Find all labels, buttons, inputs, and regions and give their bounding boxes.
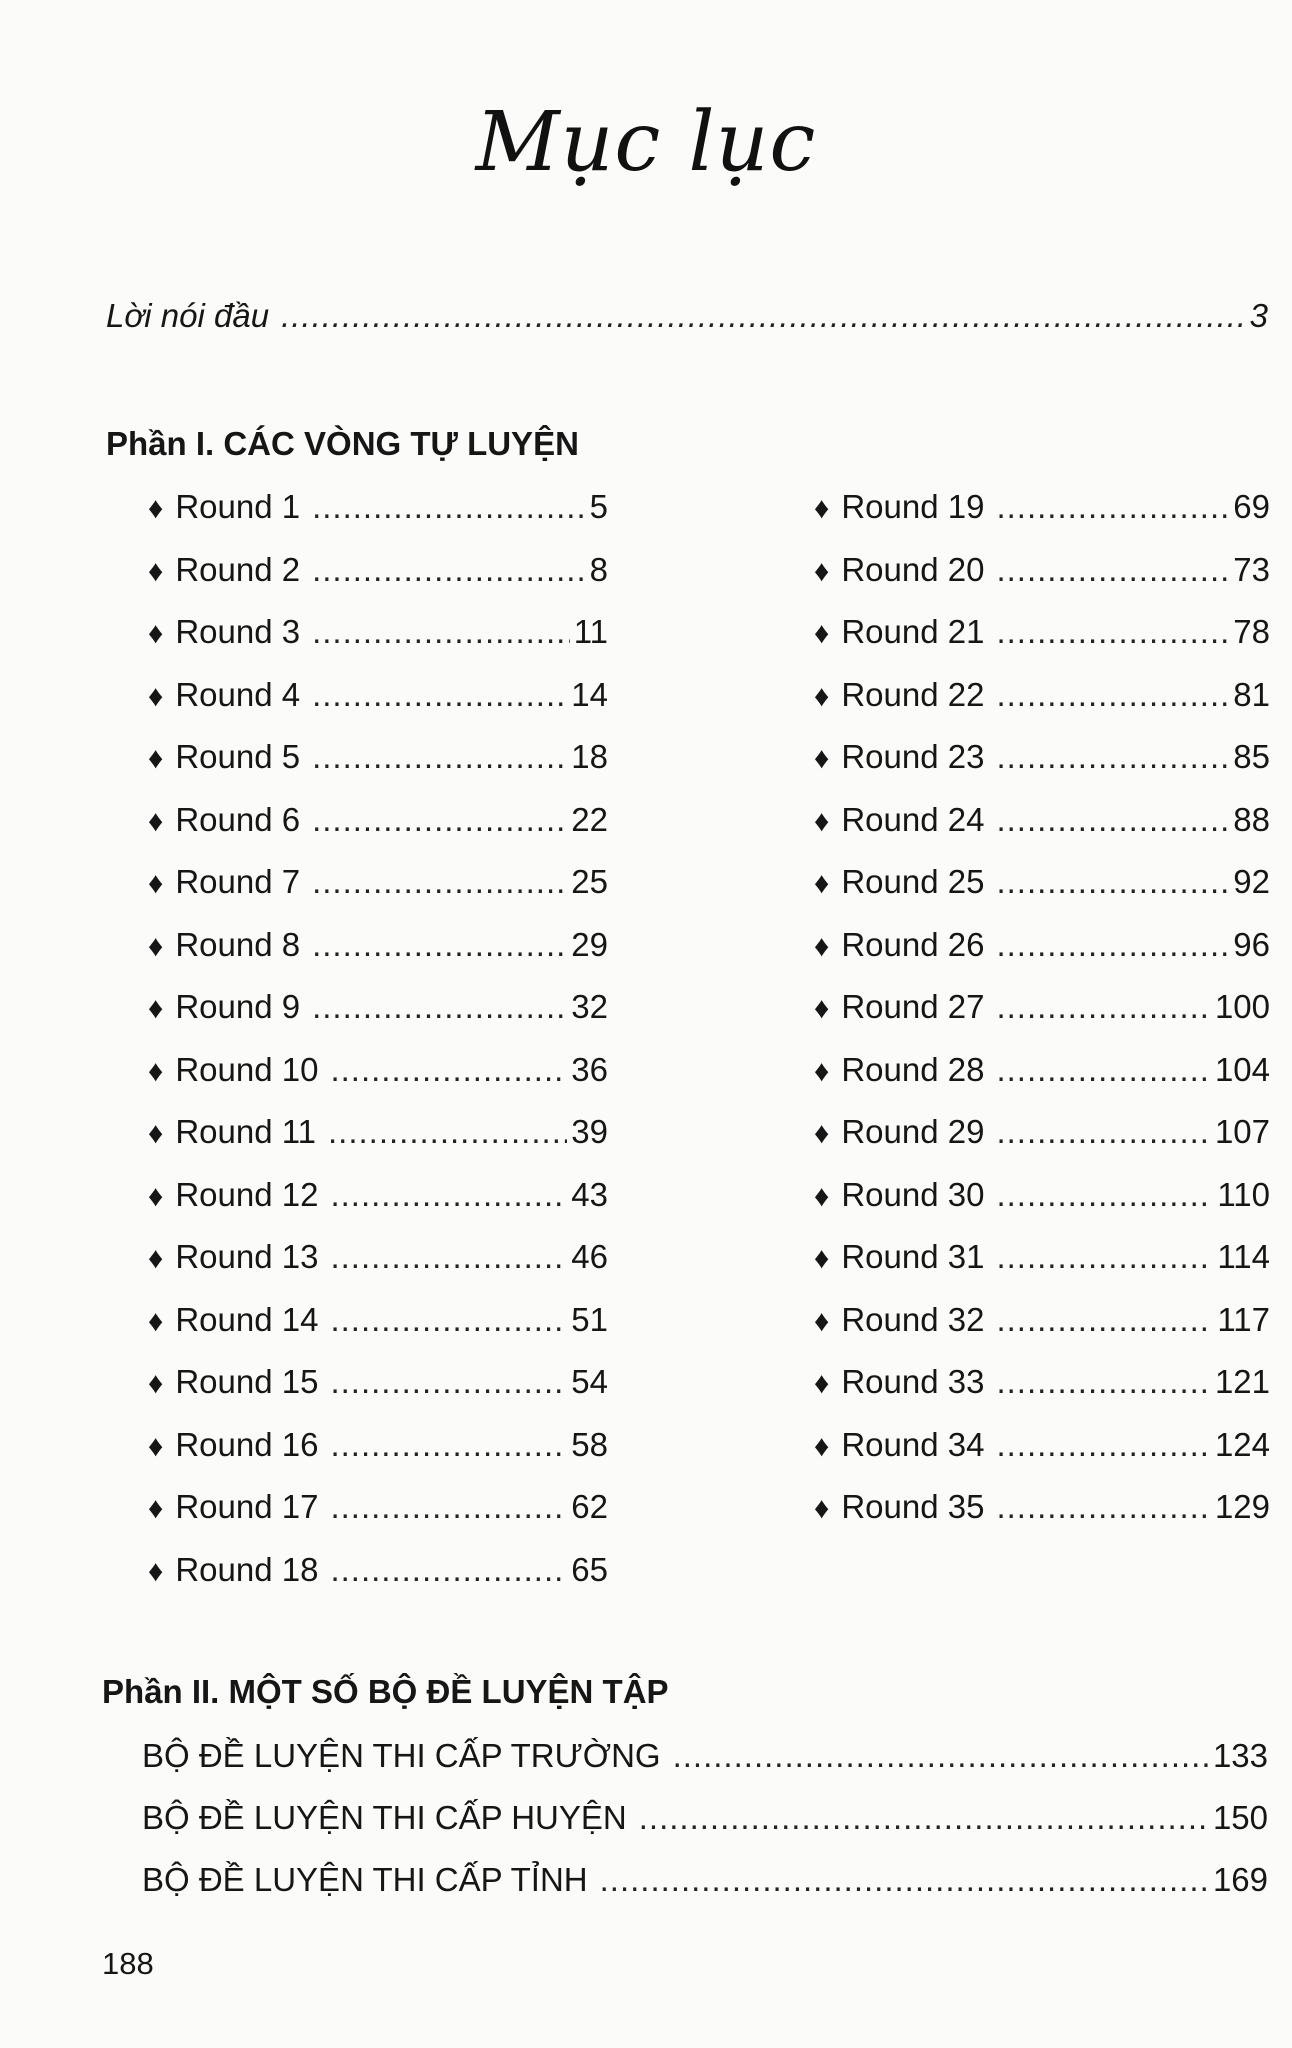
dot-leader	[996, 1050, 1211, 1090]
toc-entry-round[interactable]	[814, 487, 1270, 529]
section-heading-part1: Phần I. CÁC VÒNG TỰ LUYỆN	[106, 425, 579, 462]
diamond-bullet-icon: ♦	[814, 804, 830, 838]
toc-entry-page: 81	[1233, 675, 1270, 713]
toc-entry-page: 43	[571, 1175, 608, 1213]
toc-entry-page: 169	[1212, 1861, 1268, 1898]
toc-entry-page: 62	[571, 1488, 608, 1525]
toc-entry-label: BỘ ĐỀ LUYỆN THI CẤP TỈNH	[142, 1861, 588, 1898]
section-heading-part2: Phần II. MỘT SỐ BỘ ĐỀ LUYỆN TẬP	[102, 1673, 669, 1710]
toc-entry-label: Round 17	[175, 1488, 319, 1525]
toc-entry-page: 36	[571, 1050, 608, 1088]
toc-entry-round[interactable]	[148, 1550, 608, 1592]
toc-entry-page: 117	[1217, 1300, 1270, 1338]
dot-leader	[996, 675, 1229, 715]
toc-entry-page: 54	[571, 1363, 608, 1400]
diamond-bullet-icon: ♦	[814, 1367, 830, 1400]
toc-entry-round[interactable]	[148, 1175, 608, 1217]
toc-entry-label: Round 32	[841, 1300, 985, 1338]
toc-entry-round[interactable]	[814, 675, 1270, 717]
dot-leader	[996, 987, 1211, 1027]
toc-entry-practice-set[interactable]	[142, 1860, 1268, 1900]
toc-entry-page: 150	[1212, 1799, 1268, 1836]
dot-leader	[639, 1798, 1209, 1838]
toc-entry-label: Round 6	[175, 800, 301, 838]
toc-entry-page: 14	[571, 675, 608, 713]
toc-entry-page: 65	[571, 1550, 608, 1588]
toc-entry-label: Lời nói đầu	[106, 297, 270, 334]
toc-entry-label: Round 21	[841, 613, 985, 650]
toc-entry-page: 25	[571, 863, 608, 900]
diamond-bullet-icon: ♦	[814, 554, 830, 588]
toc-entry-label: Round 7	[175, 863, 301, 900]
dot-leader	[996, 737, 1229, 777]
toc-entry-round[interactable]	[814, 1112, 1270, 1154]
diamond-bullet-icon: ♦	[148, 1117, 164, 1150]
toc-entry-round[interactable]	[148, 550, 608, 592]
toc-entry-round[interactable]	[814, 1362, 1270, 1404]
toc-entry-page: 69	[1233, 488, 1270, 525]
diamond-bullet-icon: ♦	[148, 492, 164, 525]
toc-entry-label: BỘ ĐỀ LUYỆN THI CẤP HUYỆN	[142, 1799, 627, 1836]
toc-entry-round[interactable]	[814, 1425, 1270, 1467]
toc-entry-label: Round 28	[841, 1050, 985, 1088]
toc-entry-round[interactable]	[814, 987, 1270, 1029]
toc-entry-round[interactable]	[814, 1237, 1270, 1279]
dot-leader	[330, 1362, 567, 1402]
dot-leader	[312, 862, 567, 902]
page-number: 188	[102, 1946, 154, 1981]
dot-leader	[996, 862, 1229, 902]
diamond-bullet-icon: ♦	[148, 1492, 164, 1525]
dot-leader	[996, 487, 1229, 527]
toc-entry-page: 124	[1214, 1425, 1270, 1463]
dot-leader	[330, 1237, 567, 1277]
toc-entry-page: 8	[589, 550, 608, 588]
diamond-bullet-icon: ♦	[148, 929, 164, 963]
diamond-bullet-icon: ♦	[148, 742, 164, 775]
toc-entry-round[interactable]	[814, 800, 1270, 842]
toc-entry-page: 73	[1233, 550, 1270, 588]
toc-entry-practice-set[interactable]	[142, 1798, 1268, 1838]
toc-entry-label: Round 9	[175, 988, 301, 1025]
toc-entry-label: Round 34	[841, 1425, 985, 1463]
toc-entry-round[interactable]	[814, 550, 1270, 592]
toc-entry-round[interactable]	[814, 612, 1270, 654]
toc-entry-round[interactable]	[814, 737, 1270, 779]
toc-entry-page: 51	[571, 1300, 608, 1338]
diamond-bullet-icon: ♦	[814, 992, 830, 1025]
toc-entry-label: Round 1	[175, 488, 301, 525]
toc-entry-round[interactable]	[814, 1300, 1270, 1342]
dot-leader	[996, 1112, 1211, 1152]
toc-entry-round[interactable]	[148, 1112, 608, 1154]
toc-entry-round[interactable]	[814, 1487, 1270, 1529]
toc-entry-label: Round 16	[175, 1425, 319, 1463]
toc-entry-page: 39	[571, 1113, 608, 1150]
toc-entry-label: Round 25	[841, 863, 985, 900]
dot-leader	[312, 550, 586, 590]
dot-leader	[996, 1487, 1211, 1527]
diamond-bullet-icon: ♦	[148, 1179, 164, 1213]
toc-entry-page: 107	[1214, 1113, 1270, 1150]
toc-entry-label: Round 13	[175, 1238, 319, 1275]
dot-leader	[312, 487, 586, 527]
toc-entry-label: Round 11	[175, 1113, 316, 1150]
toc-entry-round[interactable]	[148, 1050, 608, 1092]
dot-leader	[330, 1175, 567, 1215]
diamond-bullet-icon: ♦	[814, 1429, 830, 1463]
toc-entry-round[interactable]	[814, 925, 1270, 967]
diamond-bullet-icon: ♦	[814, 867, 830, 900]
toc-entry-page: 100	[1214, 988, 1270, 1025]
toc-entry-label: Round 3	[175, 613, 301, 650]
toc-entry-intro[interactable]	[106, 296, 1268, 336]
diamond-bullet-icon: ♦	[148, 804, 164, 838]
toc-entry-label: Round 8	[175, 925, 301, 963]
toc-entry-label: Round 4	[175, 675, 301, 713]
toc-entry-page: 29	[571, 925, 608, 963]
diamond-bullet-icon: ♦	[814, 1492, 830, 1525]
diamond-bullet-icon: ♦	[148, 867, 164, 900]
toc-entry-label: Round 33	[841, 1363, 985, 1400]
toc-entry-label: Round 29	[841, 1113, 985, 1150]
toc-entry-label: Round 23	[841, 738, 985, 775]
toc-entry-round[interactable]	[148, 1425, 608, 1467]
toc-entry-round[interactable]	[148, 612, 608, 654]
dot-leader	[996, 612, 1229, 652]
toc-entry-label: Round 2	[175, 550, 301, 588]
diamond-bullet-icon: ♦	[148, 617, 164, 650]
toc-entry-page: 78	[1233, 613, 1270, 650]
toc-entry-round[interactable]	[148, 737, 608, 779]
toc-entry-label: Round 10	[175, 1050, 319, 1088]
toc-entry-round[interactable]	[148, 862, 608, 904]
diamond-bullet-icon: ♦	[814, 617, 830, 650]
toc-entry-label: Round 19	[841, 488, 985, 525]
dot-leader	[330, 1550, 567, 1590]
toc-entry-page: 96	[1233, 925, 1270, 963]
dot-leader	[312, 737, 567, 777]
dot-leader	[996, 1300, 1213, 1340]
toc-entry-label: BỘ ĐỀ LUYỆN THI CẤP TRƯỜNG	[142, 1737, 661, 1774]
dot-leader	[330, 1425, 567, 1465]
diamond-bullet-icon: ♦	[814, 492, 830, 525]
toc-entry-round[interactable]	[148, 1237, 608, 1279]
toc-entry-page: 32	[571, 988, 608, 1025]
dot-leader	[996, 1362, 1211, 1402]
toc-entry-page: 92	[1233, 863, 1270, 900]
toc-entry-round[interactable]	[148, 1300, 608, 1342]
diamond-bullet-icon: ♦	[814, 1242, 830, 1275]
toc-entry-page: 110	[1217, 1175, 1270, 1213]
toc-entry-page: 133	[1212, 1737, 1268, 1774]
toc-entry-round[interactable]	[148, 487, 608, 529]
dot-leader	[330, 1300, 567, 1340]
toc-entry-round[interactable]	[814, 1050, 1270, 1092]
toc-entry-round[interactable]	[148, 675, 608, 717]
toc-entry-round[interactable]	[148, 800, 608, 842]
dot-leader	[996, 925, 1229, 965]
toc-entry-page: 22	[571, 800, 608, 838]
diamond-bullet-icon: ♦	[814, 1304, 830, 1338]
toc-entry-round[interactable]	[148, 1362, 608, 1404]
toc-entry-page: 11	[573, 613, 608, 650]
toc-entry-label: Round 20	[841, 550, 985, 588]
toc-entry-round[interactable]	[814, 862, 1270, 904]
toc-entry-round[interactable]	[148, 1487, 608, 1529]
dot-leader	[996, 800, 1229, 840]
toc-entry-label: Round 24	[841, 800, 985, 838]
dot-leader	[312, 675, 567, 715]
toc-entry-page: 46	[571, 1238, 608, 1275]
toc-entry-practice-set[interactable]	[142, 1736, 1268, 1776]
dot-leader	[312, 800, 567, 840]
toc-entry-label: Round 14	[175, 1300, 319, 1338]
dot-leader	[996, 1175, 1213, 1215]
diamond-bullet-icon: ♦	[814, 679, 830, 713]
toc-entry-page: 114	[1217, 1238, 1270, 1275]
diamond-bullet-icon: ♦	[148, 1367, 164, 1400]
diamond-bullet-icon: ♦	[148, 1054, 164, 1088]
dot-leader	[673, 1736, 1209, 1776]
toc-entry-round[interactable]	[148, 925, 608, 967]
toc-entry-label: Round 15	[175, 1363, 319, 1400]
diamond-bullet-icon: ♦	[814, 1117, 830, 1150]
toc-entry-label: Round 5	[175, 738, 301, 775]
diamond-bullet-icon: ♦	[148, 554, 164, 588]
toc-entry-label: Round 31	[841, 1238, 985, 1275]
dot-leader	[312, 925, 567, 965]
toc-entry-label: Round 27	[841, 988, 985, 1025]
diamond-bullet-icon: ♦	[814, 742, 830, 775]
diamond-bullet-icon: ♦	[148, 1304, 164, 1338]
dot-leader	[312, 612, 570, 652]
toc-entry-label: Round 35	[841, 1488, 985, 1525]
toc-entry-page: 85	[1233, 738, 1270, 775]
diamond-bullet-icon: ♦	[148, 992, 164, 1025]
toc-entry-label: Round 12	[175, 1175, 319, 1213]
toc-entry-page: 58	[571, 1425, 608, 1463]
toc-entry-round[interactable]	[814, 1175, 1270, 1217]
diamond-bullet-icon: ♦	[148, 1554, 164, 1588]
toc-entry-page: 104	[1214, 1050, 1270, 1088]
toc-entry-label: Round 22	[841, 675, 985, 713]
toc-entry-page: 88	[1233, 800, 1270, 838]
diamond-bullet-icon: ♦	[814, 1054, 830, 1088]
toc-entry-round[interactable]	[148, 987, 608, 1029]
dot-leader	[281, 296, 1246, 336]
dot-leader	[312, 987, 567, 1027]
toc-entry-page: 121	[1214, 1363, 1270, 1400]
toc-entry-label: Round 26	[841, 925, 985, 963]
toc-entry-page: 18	[571, 738, 608, 775]
diamond-bullet-icon: ♦	[148, 1242, 164, 1275]
dot-leader	[996, 1237, 1213, 1277]
toc-entry-page: 5	[589, 488, 608, 525]
toc-entry-page: 3	[1249, 297, 1268, 334]
dot-leader	[996, 1425, 1211, 1465]
diamond-bullet-icon: ♦	[148, 1429, 164, 1463]
dot-leader	[330, 1050, 567, 1090]
dot-leader	[600, 1860, 1209, 1900]
dot-leader	[330, 1487, 567, 1527]
diamond-bullet-icon: ♦	[814, 1179, 830, 1213]
toc-entry-label: Round 30	[841, 1175, 985, 1213]
toc-entry-label: Round 18	[175, 1550, 319, 1588]
dot-leader	[996, 550, 1229, 590]
page-title: Mục lục	[475, 95, 817, 190]
toc-entry-page: 129	[1214, 1488, 1270, 1525]
dot-leader	[328, 1112, 567, 1152]
diamond-bullet-icon: ♦	[148, 679, 164, 713]
diamond-bullet-icon: ♦	[814, 929, 830, 963]
